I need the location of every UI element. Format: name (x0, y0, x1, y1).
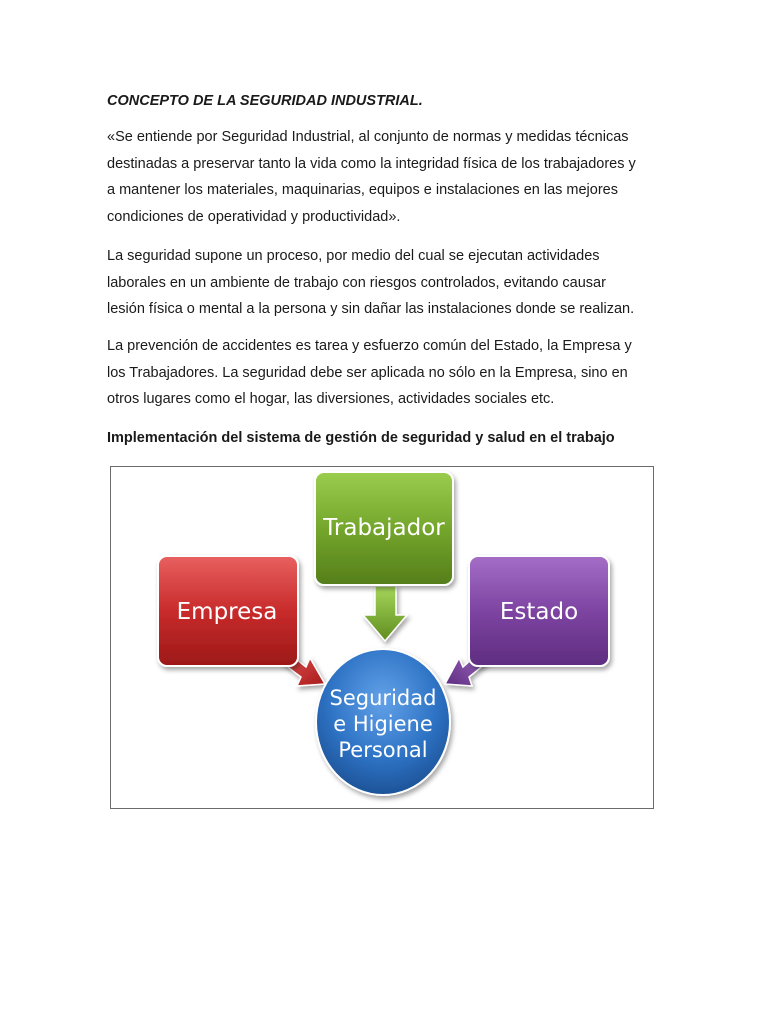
section-heading: Implementación del sistema de gestión de seguridad y salud en el trabajo (107, 430, 615, 446)
seguridad-circle (316, 649, 450, 795)
seguridad-label-line-2: e Higiene (333, 712, 433, 736)
paragraph-line: «Se entiende por Seguridad Industrial, al conjunto de normas y medidas técnicas (107, 129, 629, 145)
paragraph-line: lesión física o mental a la persona y sin dañar las instalaciones donde se realizan. (107, 301, 635, 318)
diagram-frame (110, 466, 654, 809)
seguridad-label-line-1: Seguridad (329, 686, 437, 710)
paragraph-line: los Trabajadores. La seguridad debe ser aplicada no sólo en la Empresa, sino en (107, 364, 628, 381)
paragraph-line: La seguridad supone un proceso, por medio del cual se ejecutan actividades (107, 248, 600, 264)
estado-box (469, 556, 609, 666)
paragraph-line: laborales en un ambiente de trabajo con riesgos controlados, evitando causar (107, 274, 606, 291)
paragraph-process (107, 243, 667, 323)
paragraph-prevention (107, 333, 667, 413)
green-arrow (363, 586, 407, 641)
estado-label: Estado (499, 599, 579, 625)
empresa-box (158, 556, 298, 666)
seguridad-label-line-3: Personal (338, 738, 428, 762)
paragraph-line: destinadas a preservar tanto la vida como la integridad física de los trabajadores y (107, 155, 636, 172)
safety-diagram (111, 467, 653, 808)
paragraph-line: condiciones de operatividad y productividad». (107, 209, 401, 226)
paragraph-line: a mantener los materiales, maquinarias, equipos e instalaciones en las mejores (107, 182, 618, 199)
trabajador-box (315, 472, 453, 585)
empresa-label: Empresa (176, 599, 278, 625)
paragraph-line: otros lugares como el hogar, las diversiones, actividades sociales etc. (107, 391, 555, 408)
trabajador-label: Trabajador (323, 515, 445, 541)
paragraph-definition (107, 124, 667, 231)
paragraph-line: La prevención de accidentes es tarea y esfuerzo común del Estado, la Empresa y (107, 338, 632, 354)
document-title: CONCEPTO DE LA SEGURIDAD INDUSTRIAL. (107, 93, 423, 109)
